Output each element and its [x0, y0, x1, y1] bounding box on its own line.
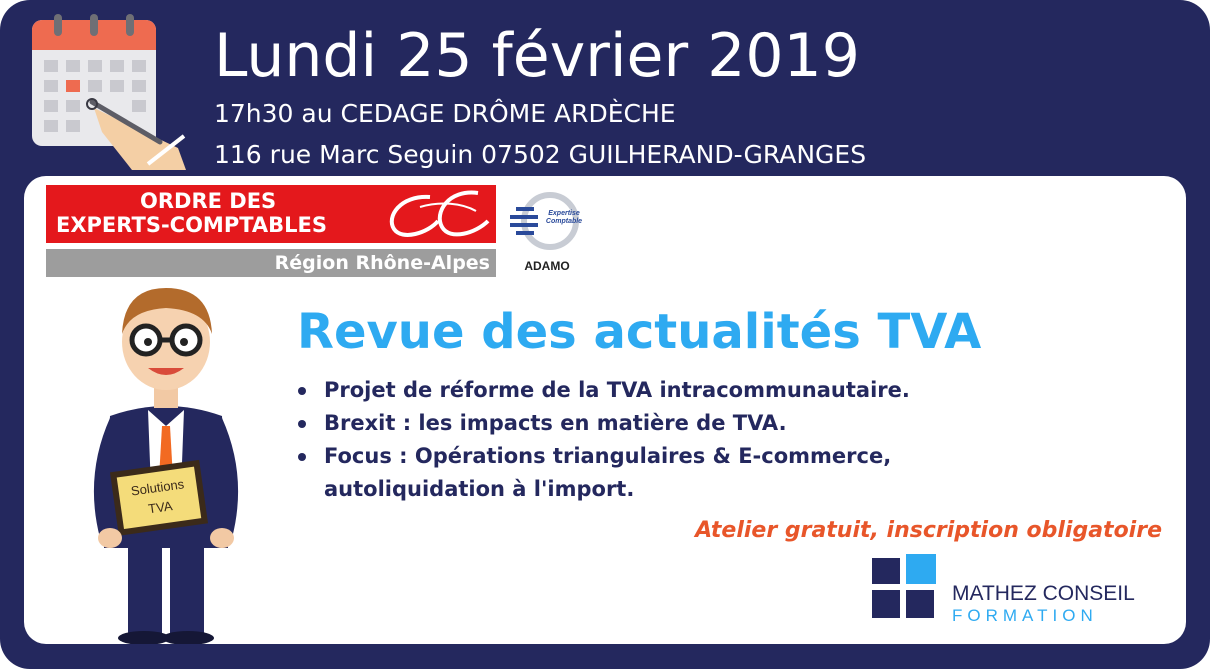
adamo-label: ADAMO — [524, 259, 570, 273]
oec-logo — [46, 185, 496, 277]
topic-text: Focus : Opérations triangulaires & E-commerce, autoliquidation à l'import. — [324, 444, 892, 501]
mathez-conseil-logo — [870, 554, 1160, 632]
event-date-title: Lundi 25 février 2019 — [214, 21, 860, 91]
list-item — [296, 374, 1056, 407]
bullet-icon — [298, 420, 306, 428]
topic-list — [296, 374, 1056, 506]
list-item — [296, 440, 984, 506]
adamo-logo — [502, 185, 592, 277]
sign-line1: Solutions — [130, 476, 186, 499]
bullet-icon — [298, 453, 306, 461]
oec-logo-line2: EXPERTS-COMPTABLES — [56, 213, 328, 237]
mathez-subtitle: FORMATION — [952, 606, 1098, 625]
oec-logo-region: Région Rhône-Alpes — [274, 252, 490, 274]
event-address: 116 rue Marc Seguin 07502 GUILHERAND-GRANGES — [214, 140, 867, 169]
comptable-label: Comptable — [545, 218, 583, 225]
content-panel — [24, 176, 1186, 644]
list-item — [296, 407, 1056, 440]
sign-line2: TVA — [147, 498, 174, 517]
oec-swirl-icon — [380, 187, 496, 243]
topic-text: Brexit : les impacts en matière de TVA. — [324, 411, 787, 435]
expertise-comptable-icon — [502, 185, 592, 259]
accountant-character-illustration — [66, 276, 266, 644]
expertise-label: Expertise — [548, 210, 580, 217]
event-venue: 17h30 au CEDAGE DRÔME ARDÈCHE — [214, 99, 676, 128]
registration-notice: Atelier gratuit, inscription obligatoire — [695, 518, 1162, 543]
bullet-icon — [298, 387, 306, 395]
calendar-icon — [28, 14, 188, 170]
headline: Revue des actualités TVA — [297, 304, 982, 360]
mathez-name: MATHEZ CONSEIL — [952, 582, 1135, 605]
oec-logo-line1: ORDRE DES — [140, 189, 277, 213]
topic-text: Projet de réforme de la TVA intracommunautaire. — [324, 378, 910, 402]
squares-logo-icon — [870, 554, 940, 624]
